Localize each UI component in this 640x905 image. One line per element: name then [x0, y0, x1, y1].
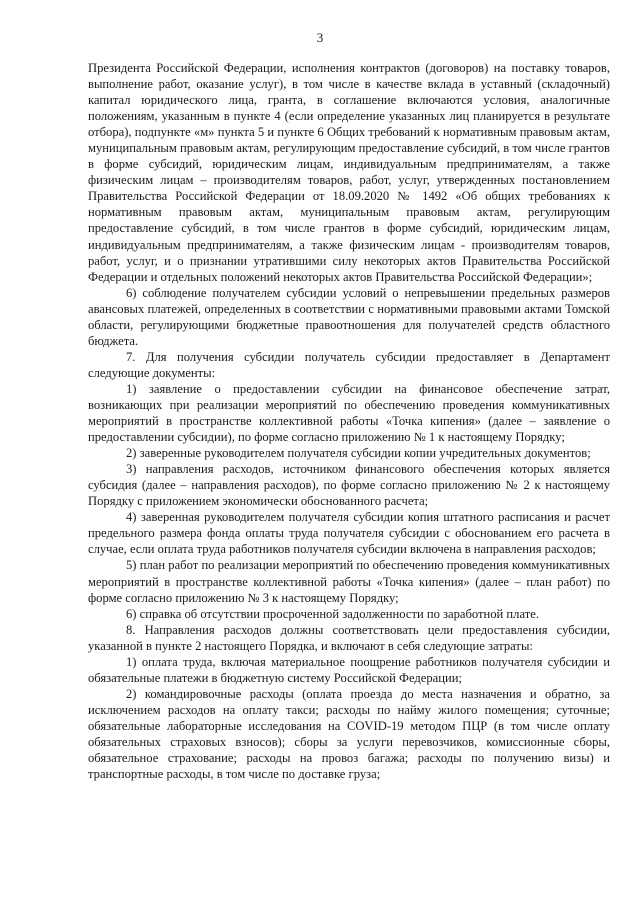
document-body — [88, 60, 610, 782]
paragraph: 8. Направления расходов должны соответствовать цели предоставления субсидии, указанной в пункте 2 настоящего Порядка, и включают в себя следующие затраты: — [88, 622, 610, 653]
paragraph: 3) направления расходов, источником финансового обеспечения которых является субсидия (далее – направления расходов), по форме согласно приложению № 2 к настоящему Порядку с приложением экономически обоснованного расчета; — [88, 462, 610, 509]
page-number: 3 — [316, 30, 324, 45]
paragraph: 1) заявление о предоставлении субсидии на финансовое обеспечение затрат, возникающих при реализации мероприятий по обеспечению проведения коммуникативных мероприятий в пространстве коллективной работы «Точка кипения» (далее – заявление о предоставлении субсидии), по форме согласно приложению № 1 к настоящему Порядку; — [88, 381, 610, 445]
paragraph: 4) заверенная руководителем получателя субсидии копия штатного расписания и расчет предельного размера фонда оплаты труда получателя субсидии с обоснованием его расчета в случае, если оплата труда работников получателя субсидии включена в направления расходов; — [88, 510, 610, 557]
paragraph: 2) командировочные расходы (оплата проезда до места назначения и обратно, за исключением расходов на оплату такси; расходы по найму жилого помещения; суточные; обязательные лабораторные исследования на COVID-19 методом ПЦР (в том числе оплату обязательных страховых взносов); сборы за услуги перевозчиков, комиссионные сборы, обязательное страхование; расходы на провоз багажа; расходы по получению визы) и транспортные расходы, в том числе по доставке груза; — [88, 686, 610, 782]
paragraph: 7. Для получения субсидии получатель субсидии предоставляет в Департамент следующие документы: — [88, 349, 610, 380]
paragraph: 1) оплата труда, включая материальное поощрение работников получателя субсидии и обязательные платежи в бюджетную систему Российской Федерации; — [88, 654, 610, 685]
paragraph: 5) план работ по реализации мероприятий по обеспечению проведения коммуникативных мероприятий в пространстве коллективной работы «Точка кипения» (далее – план работ) по форме согласно приложению № 3 к настоящему Порядку; — [88, 558, 610, 605]
paragraph: 6) справка об отсутствии просроченной задолженности по заработной плате. — [126, 606, 539, 621]
paragraph: 6) соблюдение получателем субсидии условий о непревышении предельных размеров авансовых платежей, определенных в соответствии с нормативными правовыми актами Томской области, регулирующими бюджетные правоотношения для получателей средств областного бюджета. — [88, 285, 610, 348]
paragraph: Президента Российской Федерации, исполнения контрактов (договоров) на поставку товаров, выполнение работ, оказание услуг), в том числе в качестве вклада в уставный (складочный) капитал юридического лица, гранта, в соглашение включаются условия, аналогичные положениям, указанным в пункте 4 (если определение указанных лиц планируется в результате отбора), подпункте «м» пункта 5 и пункте 6 Общих требований к нормативным правовым актам, муниципальным правовым актам, регулирующим предоставление субсидий, в том числе грантов в форме субсидий, юридическим лицам, индивидуальным предпринимателям, а также физическим лицам – производителям товаров, работ, услуг, утвержденных постановлением Правительства Российской Федерации от 18.09.2020 № 1492 «Об общих требованиях к нормативным правовым актам, муниципальным правовым актам, регулирующим предоставление субсидий, в том числе грантов в форме субсидий, юридическим лицам, индивидуальным предпринимателям, а также физическим лицам - производителям товаров, работ, услуг, и о признании утратившими силу некоторых актов Правительства Российской Федерации и отдельных положений некоторых актов Правительства Российской Федерации»; — [88, 61, 610, 284]
paragraph: 2) заверенные руководителем получателя субсидии копии учредительных документов; — [126, 446, 591, 461]
